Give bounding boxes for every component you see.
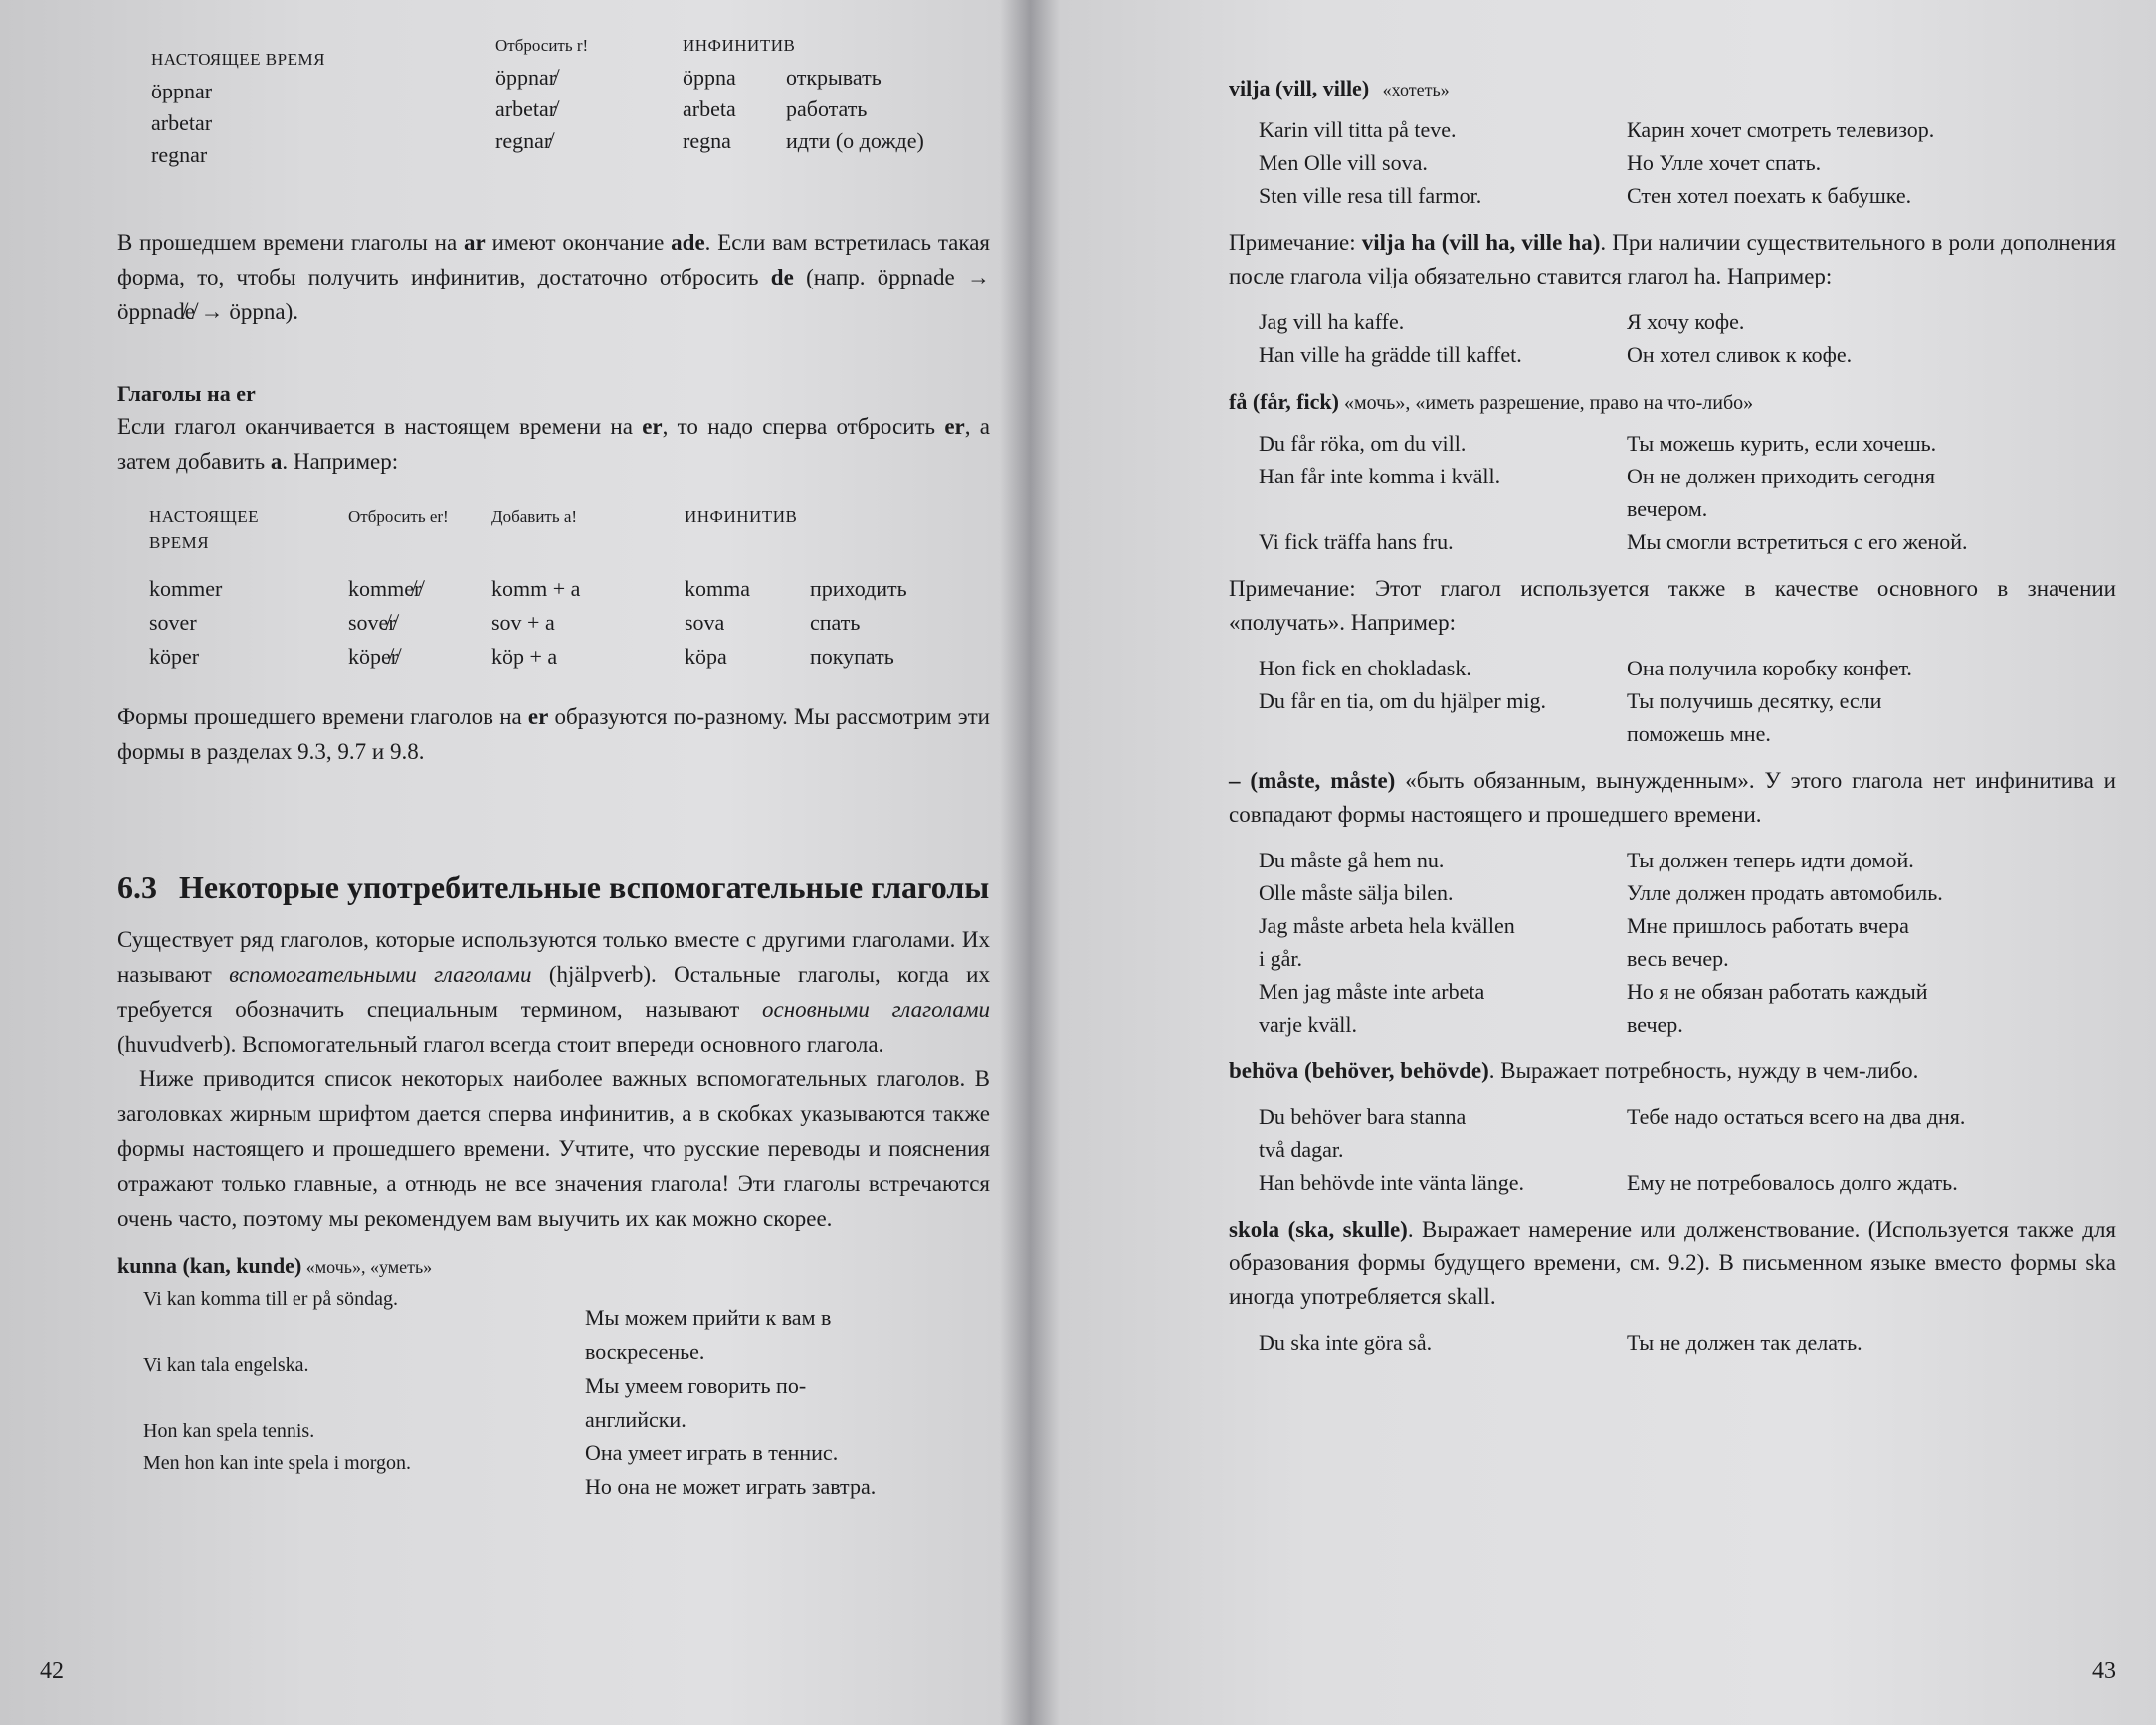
- example-ru: поможешь мне.: [1627, 721, 1771, 746]
- verb-heading-behova: behöva (behöver, behövde). Выражает потребность, нужду в чем-либо.: [1229, 1058, 1919, 1083]
- example-ru: Она получила коробку конфет.: [1627, 656, 1912, 680]
- verb-heading-skola: skola (ska, skulle). Выражает намерение или долженствование. (Используется также для образования формы будущего времени, см. 9.2). В письменном языке вместо формы ska иногда употребляется skall.: [1229, 1217, 2116, 1309]
- example-sv: Vi kan tala engelska.: [143, 1354, 309, 1376]
- vilja-examples: [1229, 113, 2116, 212]
- paragraph-er-rule: Если глагол оканчивается в настоящем времени на er, то надо сперва отбросить er, а затем добавить a. Например:: [117, 414, 990, 474]
- example-ru: Она умеет играть в теннис.: [585, 1440, 839, 1465]
- infinitive-column: [685, 504, 797, 673]
- example-ru: Ему не потребовалось долго ждать.: [1627, 1170, 1958, 1195]
- example-sv: Olle måste sälja bilen.: [1259, 880, 1454, 905]
- example-sv: Jag vill ha kaffe.: [1259, 309, 1405, 334]
- example-sv: Du får en tia, om du hjälper mig.: [1259, 688, 1546, 713]
- table-header: Отбросить r!: [495, 36, 589, 55]
- vilja-ha-examples: [1229, 305, 2116, 371]
- fa-receive-examples: [1229, 652, 2116, 750]
- example-sv: Men hon kan inte spela i morgon.: [143, 1452, 412, 1474]
- paragraph-ar-past: В прошедшем времени глаголы на ar имеют окончание ade. Если вам встретилась такая форма, то, чтобы получить инфинитив, достаточно отбросить de (напр. öppnade → öppnad̸e̸ → öppna).: [117, 230, 991, 324]
- example-ru: Но Улле хочет спать.: [1627, 150, 1822, 175]
- example-ru: Я хочу кофе.: [1627, 309, 1745, 334]
- example-ru: Тебе надо остаться всего на два дня.: [1627, 1104, 1966, 1129]
- example-sv: Han ville ha grädde till kaffet.: [1259, 342, 1522, 367]
- verb-heading-maste: – (måste, måste) «быть обязанным, вынужденным». У этого глагола нет инфинитива и совпадают формы настоящего и прошедшего времени.: [1229, 768, 2116, 827]
- table-cell: kommer: [149, 576, 223, 601]
- example-ru: Он хотел сливок к кофе.: [1627, 342, 1853, 367]
- verb-heading-fa: få (får, fick) «мочь», «иметь разрешение, право на что-либо»: [1229, 389, 1754, 414]
- example-sv: Men Olle vill sova.: [1259, 150, 1428, 175]
- table-cell: sover: [149, 610, 197, 635]
- section-heading: [117, 868, 990, 906]
- table-cell: köpa: [685, 644, 727, 669]
- table-header: НАСТОЯЩЕЕ ВРЕМЯ: [151, 50, 325, 69]
- table-cell: köp + a: [491, 644, 558, 669]
- example-sv: Men jag måste inte arbeta: [1259, 979, 1485, 1004]
- russian-translations: [1627, 305, 2116, 371]
- page-number-left: 42: [40, 1658, 64, 1684]
- example-ru: Мы умеем говорить по-: [585, 1373, 807, 1398]
- table-cell: komm + a: [491, 576, 581, 601]
- table-cell: regnar: [151, 142, 208, 167]
- example-sv: [1259, 492, 1627, 525]
- example-sv: Du behöver bara stanna: [1259, 1104, 1467, 1129]
- example-sv: Du ska inte göra så.: [1259, 1330, 1433, 1355]
- behova-examples: [1229, 1100, 2116, 1199]
- translation-column: [810, 572, 907, 673]
- ar-verb-table: [117, 38, 990, 187]
- infinitive-column: [683, 30, 795, 157]
- table-cell: открывать: [786, 65, 882, 90]
- table-cell: покупать: [810, 644, 894, 669]
- russian-translations: [1627, 113, 2116, 212]
- table-cell: приходить: [810, 576, 907, 601]
- russian-translations: [585, 1301, 876, 1504]
- table-cell: öppnar: [151, 79, 213, 103]
- add-column: [491, 504, 580, 673]
- example-sv: [143, 1316, 411, 1349]
- example-sv: Du måste gå hem nu.: [1259, 848, 1445, 872]
- example-ru: Улле должен продать автомобиль.: [1627, 880, 1943, 905]
- note-fa-receive: Примечание: Этот глагол используется также в качестве основного в значении «получать». Например:: [1229, 576, 2116, 635]
- paragraph-er-past: Формы прошедшего времени глаголов на er образуются по-разному. Мы рассмотрим эти формы в разделах 9.3, 9.7 и 9.8.: [117, 704, 990, 764]
- present-column: [151, 44, 325, 171]
- swedish-examples: [1259, 305, 1627, 371]
- section-number: 6.3: [117, 869, 157, 905]
- paragraph-list-intro: Ниже приводится список некоторых наиболее важных вспомогательных глаголов. В заголовках жирным шрифтом дается сперва инфинитив, а в скобках указываются также формы настоящего и прошедшего времени. Учтите, что русские переводы и пояснения отражают только главные, а отнюдь не все значения глагола! Эти глаголы встречаются очень часто, поэтому мы рекомендуем вам выучить их как можно скорее.: [117, 1066, 990, 1231]
- table-cell: arbetar̸: [495, 96, 557, 121]
- example-ru: Он не должен приходить сегодня: [1627, 464, 1935, 488]
- example-sv: varje kväll.: [1259, 1012, 1357, 1037]
- example-ru: Ты получишь десятку, если: [1627, 688, 1882, 713]
- example-sv: Sten ville resa till farmor.: [1259, 183, 1482, 208]
- example-sv: Han behövde inte vänta länge.: [1259, 1170, 1524, 1195]
- russian-translations: [1627, 652, 2116, 750]
- fa-examples: [1229, 427, 2116, 558]
- table-cell: komme̸r̸: [348, 576, 422, 601]
- swedish-examples: [143, 1283, 411, 1480]
- example-sv: [143, 1382, 411, 1415]
- table-header: НАСТОЯЩЕЕ ВРЕМЯ: [149, 507, 260, 552]
- example-sv: Han får inte komma i kväll.: [1259, 464, 1501, 488]
- example-ru: Мне пришлось работать вчера: [1627, 913, 1909, 938]
- swedish-examples: [1259, 844, 1627, 1041]
- example-sv: Hon fick en chokladask.: [1259, 656, 1471, 680]
- verb-heading-kunna: kunna (kan, kunde) «мочь», «уметь»: [117, 1253, 433, 1278]
- right-page: [1030, 0, 2156, 1725]
- example-ru: воскресенье.: [585, 1339, 705, 1364]
- er-verb-table: [117, 504, 990, 671]
- subheading-er-verbs: Глаголы на er: [117, 381, 256, 406]
- table-cell: öppnar̸: [495, 65, 557, 90]
- example-sv: Vi kan komma till er på söndag.: [143, 1288, 398, 1310]
- table-header: Добавить a!: [491, 507, 578, 526]
- example-ru: Карин хочет смотреть телевизор.: [1627, 117, 1935, 142]
- example-ru: английски.: [585, 1407, 686, 1432]
- section-title: Некоторые употребительные вспомогательные глаголы: [179, 869, 990, 905]
- swedish-examples: [1259, 652, 1627, 750]
- swedish-examples: [1259, 1326, 1627, 1359]
- table-cell: köper: [149, 644, 200, 669]
- swedish-examples: [1259, 427, 1627, 558]
- table-cell: öppna: [683, 65, 736, 90]
- verb-heading-vilja: vilja (vill, ville) «хотеть»: [1229, 76, 1450, 100]
- example-sv: [1259, 717, 1627, 750]
- russian-translations: [1627, 1100, 2116, 1199]
- table-cell: идти (о дожде): [786, 128, 924, 153]
- example-sv: två dagar.: [1259, 1137, 1344, 1162]
- example-ru: вечер.: [1627, 1012, 1683, 1037]
- example-sv: Karin vill titta på teve.: [1259, 117, 1457, 142]
- russian-translations: [1627, 1326, 2116, 1359]
- table-cell: regnar̸: [495, 128, 552, 153]
- swedish-examples: [1259, 1100, 1627, 1199]
- example-ru: весь вечер.: [1627, 946, 1729, 971]
- maste-examples: [1229, 844, 2116, 1041]
- example-ru: Стен хотел поехать к бабушке.: [1627, 183, 1912, 208]
- translation-column: [786, 62, 924, 157]
- example-ru: Ты не должен так делать.: [1627, 1330, 1862, 1355]
- example-sv: Du får röka, om du vill.: [1259, 431, 1467, 456]
- table-header: ИНФИНИТИВ: [685, 507, 798, 526]
- example-ru: [1627, 1133, 2116, 1166]
- example-ru: вечером.: [1627, 496, 1708, 521]
- table-cell: köpe̸r̸: [348, 644, 399, 669]
- paragraph-intro: Существует ряд глаголов, которые используются только вместе с другими глаголами. Их называют вспомогательными глаголами (hjälpverb). Остальные глаголы, когда их требуется обозначить специальным термином, называют основными глаголами (huvudverb). Вспомогательный глагол всегда стоит впереди основного глагола.: [117, 927, 991, 1056]
- skola-examples: [1229, 1326, 2116, 1359]
- example-sv: Vi fick träffa hans fru.: [1259, 529, 1454, 554]
- russian-translations: [1627, 427, 2116, 558]
- table-cell: работать: [786, 96, 868, 121]
- example-ru: Ты можешь курить, если хочешь.: [1627, 431, 1937, 456]
- drop-column: [495, 30, 588, 157]
- table-cell: sov + a: [491, 610, 555, 635]
- table-cell: спать: [810, 610, 861, 635]
- example-ru: Ты должен теперь идти домой.: [1627, 848, 1914, 872]
- table-cell: komma: [685, 576, 750, 601]
- drop-column: [348, 504, 449, 673]
- example-ru: Но я не обязан работать каждый: [1627, 979, 1928, 1004]
- note-vilja-ha: Примечание: vilja ha (vill ha, ville ha). При наличии существительного в роли дополнения после глагола vilja обязательно ставится глагол ha. Например:: [1229, 230, 2116, 288]
- kunna-examples: [117, 1279, 990, 1538]
- example-ru: Мы смогли встретиться с его женой.: [1627, 529, 1968, 554]
- example-ru: Но она не может играть завтра.: [585, 1474, 877, 1499]
- table-cell: sova: [685, 610, 725, 635]
- example-sv: i går.: [1259, 946, 1302, 971]
- swedish-examples: [1259, 113, 1627, 212]
- example-sv: Jag måste arbeta hela kvällen: [1259, 913, 1515, 938]
- book-gutter-shadow: [1000, 0, 1060, 1725]
- left-page: [0, 0, 1030, 1725]
- table-cell: arbetar: [151, 110, 213, 135]
- table-cell: sove̸r̸: [348, 610, 396, 635]
- present-column: [149, 504, 298, 673]
- example-sv: Hon kan spela tennis.: [143, 1420, 315, 1441]
- table-cell: regna: [683, 128, 731, 153]
- table-header: Отбросить er!: [348, 507, 449, 526]
- page-number-right: 43: [2092, 1658, 2116, 1684]
- example-ru: Мы можем прийти к вам в: [585, 1305, 832, 1330]
- russian-translations: [1627, 844, 2116, 1041]
- table-cell: arbeta: [683, 96, 736, 121]
- table-header: ИНФИНИТИВ: [683, 36, 796, 55]
